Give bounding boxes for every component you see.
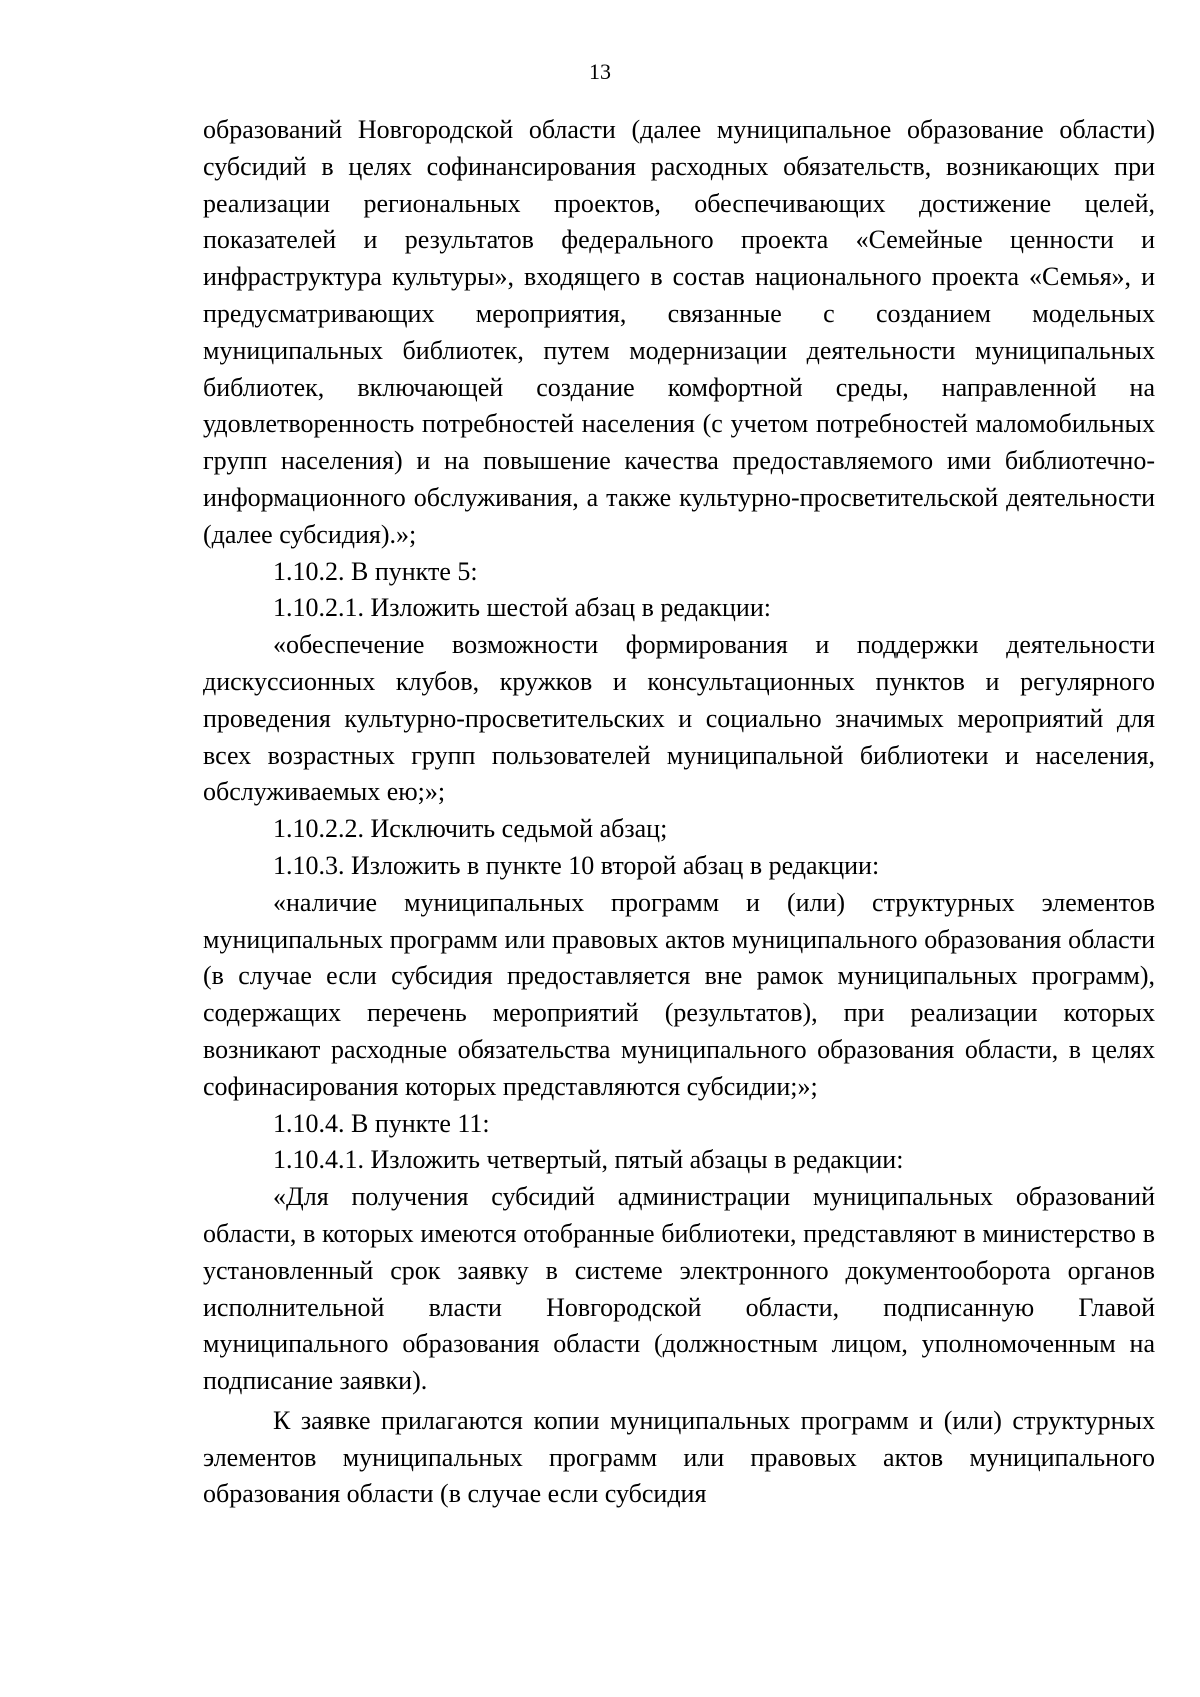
paragraph-item-1-10-2-2: 1.10.2.2. Исключить седьмой абзац; <box>273 814 668 844</box>
paragraph-item-1-10-4: 1.10.4. В пункте 11: <box>273 1108 490 1138</box>
document-body <box>203 112 1155 1513</box>
paragraph-item-1-10-4-1: 1.10.4.1. Изложить четвертый, пятый абзацы в редакции: <box>273 1145 904 1175</box>
paragraph-item-1-10-3: 1.10.3. Изложить в пункте 10 второй абзац в редакции: <box>273 850 880 880</box>
paragraph-quote-application: «Для получения субсидий администрации муниципальных образований области, в которых имеются отобранные библиотеки, представляют в министерство в установленный срок заявку в системе электронного документооборота органов исполнительной власти Новгородской области, подписанную Главой муниципального образования области (должностным лицом, уполномоченным на подписание заявки). <box>203 1182 1155 1396</box>
paragraph-item-1-10-2: 1.10.2. В пункте 5: <box>273 556 478 586</box>
paragraph-item-1-10-2-1: 1.10.2.1. Изложить шестой абзац в редакции: <box>273 593 771 623</box>
paragraph-attachments: К заявке прилагаются копии муниципальных программ и (или) структурных элементов муниципальных программ или правовых актов муниципального образования области (в случае если субсидия <box>203 1405 1155 1509</box>
paragraph-continuation: образований Новгородской области (далее муниципальное образование области) субсидий в целях софинансирования расходных обязательств, возникающих при реализации региональных проектов, обеспечивающих достижение целей, показателей и результатов федерального проекта «Семейные ценности и инфраструктура культуры», входящего в состав национального проекта «Семья», и предусматривающих мероприятия, связанные с созданием модельных муниципальных библиотек, путем модернизации деятельности муниципальных библиотек, включающей создание комфортной среды, направленной на удовлетворенность потребностей населения (с учетом потребностей маломобильных групп населения) и на повышение качества предоставляемого ими библиотечно-информационного обслуживания, а также культурно-просветительской деятельности (далее субсидия).»; <box>203 115 1155 549</box>
paragraph-quote-second-abzac: «наличие муниципальных программ и (или) структурных элементов муниципальных программ или правовых актов муниципального образования области (в случае если субсидия предоставляется вне рамок муниципальных программ), содержащих перечень мероприятий (результатов), при реализации которых возникают расходные обязательства муниципального образования области, в целях софинасирования которых представляются субсидии;»; <box>203 887 1155 1101</box>
paragraph-quote-sixth-abzac: «обеспечение возможности формирования и поддержки деятельности дискуссионных клубов, кружков и консультационных пунктов и регулярного проведения культурно-просветительских и социально значимых мероприятий для всех возрастных групп пользователей муниципальной библиотеки и населения, обслуживаемых ею;»; <box>203 630 1155 807</box>
page-number: 13 <box>589 59 611 84</box>
